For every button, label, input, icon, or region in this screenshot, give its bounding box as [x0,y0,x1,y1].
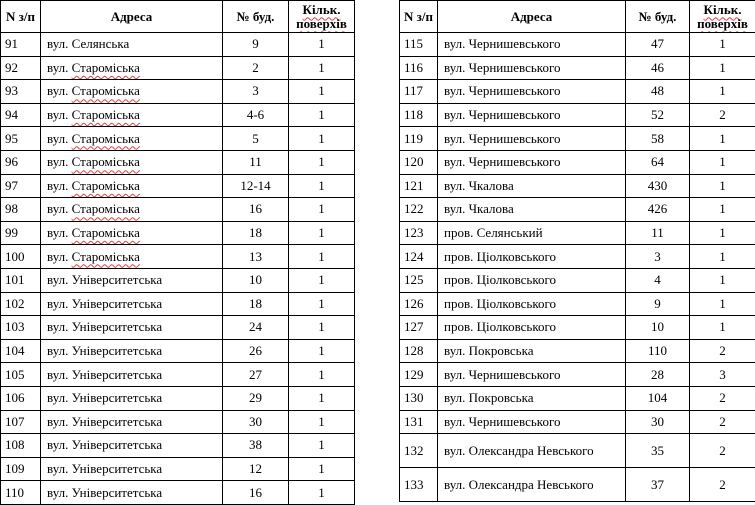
row-floors: 1 [289,103,355,127]
header-address: Адреса [41,1,223,33]
row-number: 91 [1,33,41,57]
table-row [1,363,355,387]
row-floors: 3 [690,363,755,387]
table-row [400,56,755,80]
row-number: 106 [1,386,41,410]
row-address: вул. Староміська [41,150,223,174]
row-building: 38 [223,434,289,458]
row-building: 16 [223,481,289,505]
row-building: 47 [626,33,690,57]
table-header-row [400,1,755,33]
row-building: 430 [626,174,690,198]
row-number: 118 [400,103,438,127]
row-building: 426 [626,198,690,222]
row-building: 37 [626,468,690,502]
row-address: пров. Селянський [438,221,626,245]
row-address: вул. Чернишевського [438,363,626,387]
row-building: 29 [223,386,289,410]
row-floors: 1 [289,127,355,151]
row-address: пров. Ціолковського [438,268,626,292]
row-building: 10 [223,268,289,292]
row-number: 121 [400,174,438,198]
header-floors-text: Кільк. поверхів [697,2,748,31]
row-building: 11 [626,221,690,245]
row-floors: 1 [690,245,755,269]
table-row [1,316,355,340]
table-row [400,245,755,269]
row-building: 52 [626,103,690,127]
row-number: 104 [1,339,41,363]
row-number: 129 [400,363,438,387]
row-floors: 2 [690,386,755,410]
table-row [400,363,755,387]
row-address: вул. Університетська [41,292,223,316]
row-number: 117 [400,80,438,104]
row-address: вул. Чкалова [438,174,626,198]
row-number: 98 [1,198,41,222]
row-building: 2 [223,56,289,80]
row-building: 4 [626,268,690,292]
row-floors: 1 [690,292,755,316]
row-building: 12 [223,457,289,481]
table-row [400,386,755,410]
row-floors: 1 [289,434,355,458]
row-address: вул. Університетська [41,457,223,481]
row-floors: 2 [690,103,755,127]
row-address: вул. Олександра Невського [438,468,626,502]
header-num: N з/п [1,1,41,33]
row-building: 18 [223,292,289,316]
table-row [1,80,355,104]
street-name: Староміська [72,107,140,122]
table-row [1,434,355,458]
row-building: 18 [223,221,289,245]
table-row [1,56,355,80]
row-floors: 1 [289,481,355,505]
table-row [400,33,755,57]
row-building: 4-6 [223,103,289,127]
address-table-left [0,0,355,505]
row-building: 9 [223,33,289,57]
table-row [400,292,755,316]
table-row [1,221,355,245]
row-number: 120 [400,150,438,174]
row-floors: 1 [289,80,355,104]
row-floors: 1 [690,150,755,174]
row-address: вул. Покровська [438,339,626,363]
row-number: 102 [1,292,41,316]
table-row [1,410,355,434]
row-address: вул. Чернишевського [438,150,626,174]
row-floors: 1 [690,174,755,198]
row-floors: 1 [690,33,755,57]
row-number: 125 [400,268,438,292]
row-building: 24 [223,316,289,340]
table-row [400,221,755,245]
row-number: 92 [1,56,41,80]
row-building: 30 [626,410,690,434]
row-floors: 1 [690,80,755,104]
table-row [400,268,755,292]
table-row [400,150,755,174]
row-address: вул. Староміська [41,245,223,269]
row-address: пров. Ціолковського [438,292,626,316]
header-num: N з/п [400,1,438,33]
row-number: 127 [400,316,438,340]
street-name: Староміська [72,131,140,146]
table-row [1,245,355,269]
row-address: вул. Покровська [438,386,626,410]
row-floors: 1 [690,56,755,80]
row-address: вул. Чернишевського [438,56,626,80]
table-row [1,457,355,481]
street-name: Староміська [72,60,140,75]
table-row [400,127,755,151]
right-table-body [400,33,755,502]
row-building: 9 [626,292,690,316]
table-row [1,292,355,316]
row-building: 28 [626,363,690,387]
row-floors: 1 [289,457,355,481]
row-floors: 2 [690,339,755,363]
row-floors: 2 [690,410,755,434]
row-address: вул. Староміська [41,56,223,80]
row-address: вул. Університетська [41,481,223,505]
row-building: 64 [626,150,690,174]
row-building: 11 [223,150,289,174]
row-address: вул. Чернишевського [438,33,626,57]
row-number: 96 [1,150,41,174]
row-number: 99 [1,221,41,245]
row-floors: 1 [690,316,755,340]
row-address: вул. Університетська [41,316,223,340]
table-row [400,198,755,222]
row-address: вул. Староміська [41,80,223,104]
table-row [1,481,355,505]
row-building: 46 [626,56,690,80]
row-building: 3 [223,80,289,104]
table-row [1,174,355,198]
row-floors: 1 [289,292,355,316]
table-row [400,174,755,198]
row-building: 3 [626,245,690,269]
row-address: вул. Чернишевського [438,80,626,104]
row-floors: 1 [690,268,755,292]
row-number: 110 [1,481,41,505]
row-number: 95 [1,127,41,151]
row-building: 48 [626,80,690,104]
table-row [400,80,755,104]
row-floors: 1 [690,198,755,222]
row-number: 131 [400,410,438,434]
street-name: Староміська [72,225,140,240]
row-number: 103 [1,316,41,340]
table-row [1,127,355,151]
left-table-body [1,33,355,505]
row-number: 101 [1,268,41,292]
header-building: № буд. [223,1,289,33]
table-header-row [1,1,355,33]
row-floors: 1 [289,56,355,80]
row-address: пров. Ціолковського [438,245,626,269]
row-address: вул. Староміська [41,127,223,151]
row-building: 12-14 [223,174,289,198]
header-floors [289,1,355,33]
row-number: 97 [1,174,41,198]
row-number: 100 [1,245,41,269]
row-floors: 1 [690,127,755,151]
row-number: 107 [1,410,41,434]
row-building: 5 [223,127,289,151]
row-address: вул. Університетська [41,410,223,434]
row-floors: 1 [289,245,355,269]
row-address: вул. Університетська [41,268,223,292]
row-address: вул. Чернишевського [438,410,626,434]
row-number: 122 [400,198,438,222]
street-name: Староміська [72,83,140,98]
row-building: 110 [626,339,690,363]
row-address: вул. Університетська [41,339,223,363]
row-number: 119 [400,127,438,151]
row-number: 94 [1,103,41,127]
row-floors: 1 [289,316,355,340]
table-row [400,468,755,502]
row-floors: 1 [289,174,355,198]
street-name: Староміська [72,178,140,193]
row-address: вул. Чкалова [438,198,626,222]
row-building: 26 [223,339,289,363]
row-floors: 1 [289,221,355,245]
row-address: пров. Ціолковського [438,316,626,340]
row-number: 126 [400,292,438,316]
table-row [1,198,355,222]
street-name: Староміська [72,249,140,264]
row-building: 13 [223,245,289,269]
row-address: вул. Університетська [41,434,223,458]
table-row [400,316,755,340]
row-number: 123 [400,221,438,245]
row-floors: 2 [690,468,755,502]
address-table-right [399,0,755,502]
row-number: 124 [400,245,438,269]
table-row [1,268,355,292]
row-address: вул. Селянська [41,33,223,57]
row-floors: 1 [289,268,355,292]
row-building: 58 [626,127,690,151]
row-address: вул. Староміська [41,198,223,222]
row-address: вул. Чернишевського [438,127,626,151]
table-row [1,103,355,127]
row-floors: 1 [289,339,355,363]
row-number: 133 [400,468,438,502]
table-row [1,386,355,410]
row-building: 10 [626,316,690,340]
table-row [1,33,355,57]
row-address: вул. Староміська [41,221,223,245]
row-floors: 2 [690,434,755,468]
table-row [1,150,355,174]
row-number: 115 [400,33,438,57]
row-address: вул. Староміська [41,103,223,127]
row-number: 130 [400,386,438,410]
row-building: 16 [223,198,289,222]
row-number: 116 [400,56,438,80]
table-row [400,339,755,363]
row-floors: 1 [289,363,355,387]
row-floors: 1 [289,150,355,174]
header-floors-text: Кільк. поверхів [296,2,347,31]
row-number: 108 [1,434,41,458]
row-floors: 1 [289,33,355,57]
row-number: 109 [1,457,41,481]
row-building: 30 [223,410,289,434]
street-name: Староміська [72,201,140,216]
street-name: Староміська [72,154,140,169]
row-address: вул. Університетська [41,363,223,387]
row-number: 105 [1,363,41,387]
row-number: 93 [1,80,41,104]
row-floors: 1 [690,221,755,245]
table-row [400,434,755,468]
header-building: № буд. [626,1,690,33]
row-address: вул. Чернишевського [438,103,626,127]
row-building: 35 [626,434,690,468]
row-number: 132 [400,434,438,468]
table-row [400,103,755,127]
row-floors: 1 [289,198,355,222]
row-address: вул. Олександра Невського [438,434,626,468]
row-building: 27 [223,363,289,387]
row-floors: 1 [289,410,355,434]
header-floors [690,1,755,33]
row-building: 104 [626,386,690,410]
table-row [400,410,755,434]
header-address: Адреса [438,1,626,33]
row-address: вул. Університетська [41,386,223,410]
row-floors: 1 [289,386,355,410]
row-number: 128 [400,339,438,363]
table-row [1,339,355,363]
row-address: вул. Староміська [41,174,223,198]
